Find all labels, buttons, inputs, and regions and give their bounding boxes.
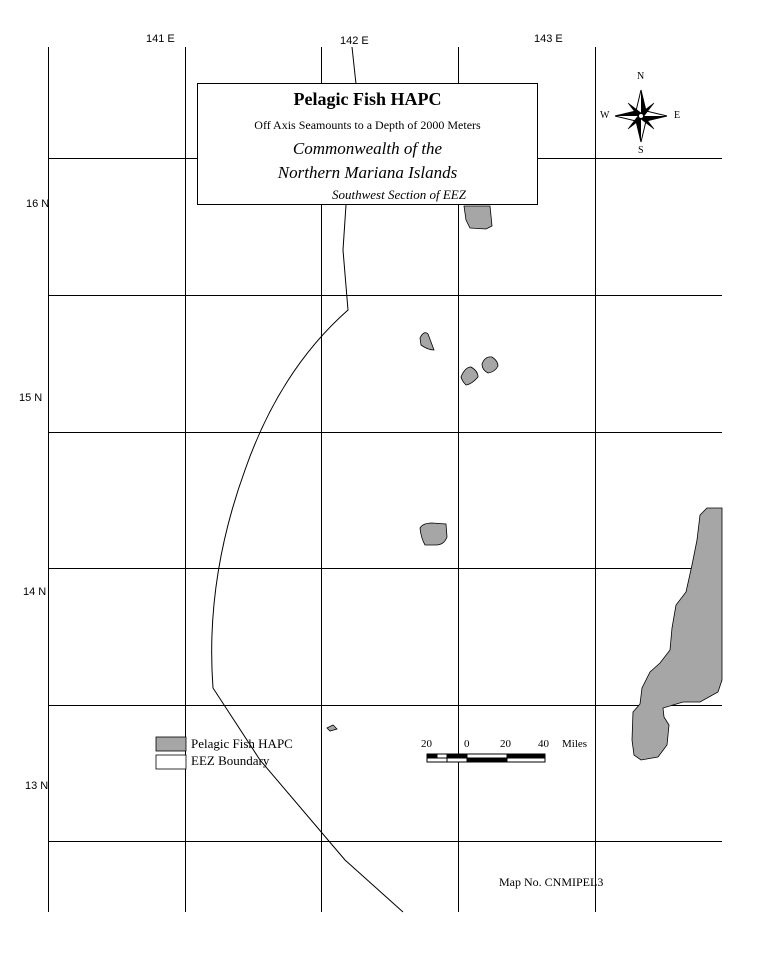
legend-swatch-hapc bbox=[156, 737, 186, 751]
map-subtitle: Off Axis Seamounts to a Depth of 2000 Meters bbox=[254, 118, 481, 132]
scale-segment bbox=[467, 754, 507, 758]
compass-south-label: S bbox=[638, 145, 644, 156]
scale-tick-label: 20 bbox=[500, 738, 511, 750]
land-areas bbox=[327, 206, 722, 760]
scale-segment bbox=[427, 754, 437, 758]
map-number: Map No. CNMIPEL3 bbox=[499, 875, 604, 889]
seamount-hapc bbox=[464, 206, 492, 229]
scale-unit-label: Miles bbox=[562, 738, 588, 750]
longitude-label: 142 E bbox=[340, 35, 369, 47]
map-title: Pelagic Fish HAPC bbox=[293, 89, 442, 109]
scale-segment bbox=[467, 758, 507, 762]
scale-segment bbox=[507, 758, 545, 762]
seamount-hapc bbox=[420, 333, 434, 350]
seamount-hapc bbox=[420, 523, 447, 545]
latitude-label: 14 N bbox=[23, 586, 47, 598]
seamount-hapc bbox=[327, 725, 337, 731]
compass-center bbox=[639, 114, 644, 119]
map-title-box bbox=[197, 83, 538, 205]
scale-bar bbox=[427, 754, 545, 762]
scale-segment bbox=[427, 758, 447, 762]
island-landmass bbox=[632, 508, 722, 760]
legend-label-eez: EEZ Boundary bbox=[191, 753, 270, 768]
scale-segment bbox=[437, 754, 447, 758]
region-name-line2: Northern Mariana Islands bbox=[277, 163, 458, 182]
latitude-label: 13 N bbox=[25, 780, 49, 792]
legend-label-hapc: Pelagic Fish HAPC bbox=[191, 736, 293, 751]
latitude-label: 16 N bbox=[26, 198, 50, 210]
longitude-label: 141 E bbox=[146, 33, 175, 45]
compass-north-label: N bbox=[637, 71, 645, 82]
scale-tick-label: 20 bbox=[421, 738, 432, 750]
compass-east-label: E bbox=[674, 110, 681, 121]
compass-west-label: W bbox=[600, 110, 610, 121]
seamount-hapc bbox=[482, 357, 498, 373]
longitude-label: 143 E bbox=[534, 33, 563, 45]
scale-segment bbox=[447, 754, 467, 758]
region-name-line1: Commonwealth of the bbox=[292, 139, 443, 158]
latitude-label: 15 N bbox=[19, 392, 43, 404]
scale-tick-label: 0 bbox=[464, 738, 470, 750]
scale-segment bbox=[447, 758, 467, 762]
legend-swatch-eez bbox=[156, 755, 186, 769]
compass-rose bbox=[615, 90, 667, 142]
seamount-hapc bbox=[461, 367, 478, 385]
section-label: Southwest Section of EEZ bbox=[332, 187, 466, 202]
scale-tick-label: 40 bbox=[538, 738, 549, 750]
scale-segment bbox=[507, 754, 545, 758]
legend-swatches bbox=[156, 737, 186, 769]
